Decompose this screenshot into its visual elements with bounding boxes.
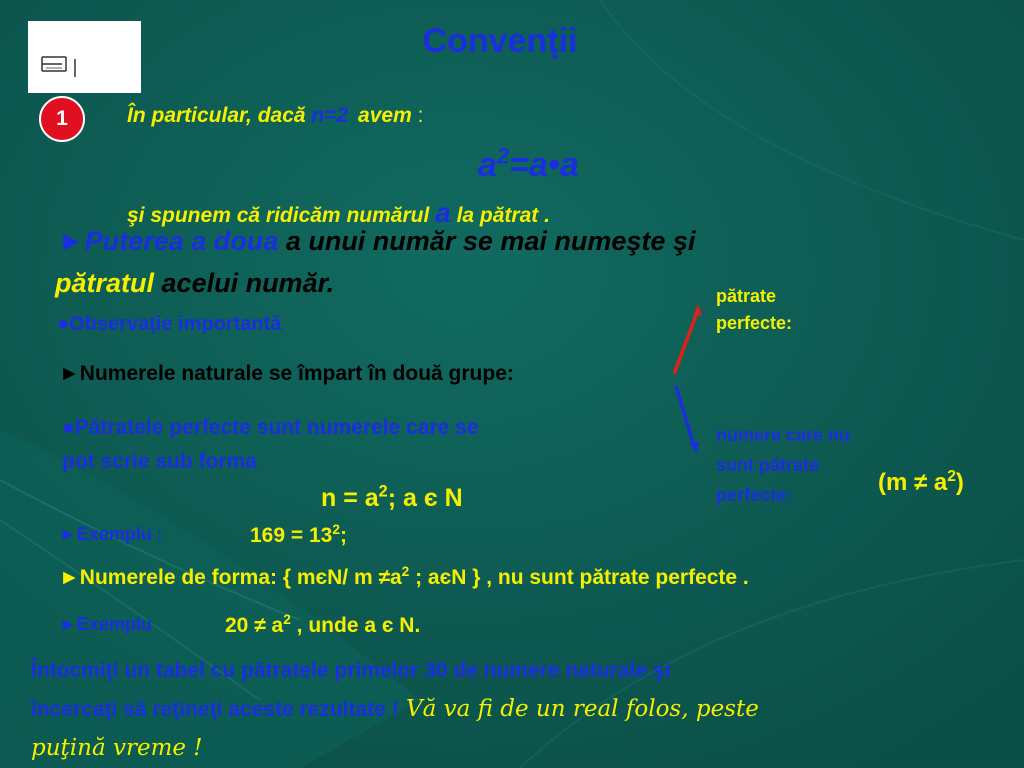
avem-text: avem (358, 104, 412, 127)
intocmiti-paragraph (31, 652, 759, 767)
red-arrowhead (694, 304, 702, 316)
numere-label-line3: perfecte: (716, 485, 793, 505)
exemplu1-b: ; (339, 524, 347, 547)
a-squared-formula (478, 143, 579, 185)
red-arrow (674, 310, 698, 374)
n-formula-exp: 2 (378, 482, 388, 501)
numere-label-line1: numere care nu (716, 425, 851, 445)
numere-nu-label (716, 420, 850, 510)
n-formula-b: ; a є N (387, 484, 463, 512)
exemplu2-b: , unde a є N. (290, 614, 421, 637)
patrate-label-line1: pătrate (716, 286, 777, 306)
m-neq-exp: 2 (947, 468, 956, 485)
patratul-term: pătratul (55, 268, 155, 298)
patratele-perfecte-def (62, 411, 479, 479)
exemplu2-a: 20 ≠ a (225, 614, 284, 637)
m-neq-text: (m ≠ a (878, 469, 948, 496)
ridicam-text: ridicăm numărul (265, 204, 430, 227)
a-letter: a (435, 197, 451, 228)
exemplu2-label: ►Exemplu (59, 614, 152, 634)
forma-b: ; aєN } , nu sunt pătrate perfecte . (409, 566, 749, 589)
exemplu2-value (225, 614, 420, 638)
forma-exp: 2 (401, 564, 410, 579)
exemplu1-label: ►Exemplu : (59, 524, 163, 544)
exemplu1-exp: 2 (332, 522, 340, 537)
def-line1: ●Pătratele perfecte sunt numerele care se (62, 416, 479, 439)
grouping-arrows (668, 300, 708, 460)
la-patrat-text: la pătrat . (456, 204, 550, 227)
patrate-label-line2: perfecte: (716, 313, 793, 333)
intocmiti-line1: Întocmiţi un tabel cu pătratele primelor 30 de numere naturale şi (31, 659, 671, 682)
patrate-perfecte-label (716, 283, 792, 337)
exemplu1-a: 169 = 13 (250, 524, 333, 547)
n-formula (321, 484, 463, 513)
forma-a: ►Numerele de forma: { mєN/ m ≠a (59, 566, 402, 589)
intocmiti-line2-wrap (31, 690, 759, 729)
def-line2: pot scrie sub forma (62, 450, 257, 473)
intocmiti-hand2: puţină vreme ! (31, 735, 203, 761)
exemplu2-exp: 2 (283, 612, 291, 627)
slide-title: Convenţii (422, 22, 578, 60)
formula-base: a (478, 146, 497, 184)
blue-arrow (676, 386, 694, 446)
m-not-equal (878, 469, 964, 497)
step-badge: 1 (39, 96, 85, 142)
puterea-line1 (58, 226, 695, 257)
intocmiti-line2: încercaţi să reţineţi aceste rezultate ! (31, 698, 399, 721)
arrow-marker: ► (58, 226, 85, 256)
m-neq-close: ) (955, 469, 964, 496)
n-formula-a: n = a (321, 484, 379, 512)
formula-rest: =a•a (509, 146, 579, 184)
puterea-rest2: acelui număr. (161, 268, 335, 298)
particular-line (127, 104, 423, 128)
blue-arrowhead (690, 442, 699, 454)
numere-label-line2: sunt pătrate (716, 455, 820, 475)
n-equals-2: n=2 (311, 104, 349, 127)
observatie-heading: ●Observaţie importantă (57, 313, 282, 335)
colon-text: : (417, 104, 424, 127)
logo (28, 21, 141, 93)
puterea-line2 (55, 268, 334, 299)
particular-text: În particular, dacă (127, 104, 306, 127)
puterea-term: Puterea a doua (84, 226, 279, 256)
intocmiti-hand1: Vă va fi de un real folos, peste (398, 696, 759, 722)
spunem-text: şi spunem că (127, 204, 261, 227)
numerele-grupe: ►Numerele naturale se împart în două grupe: (59, 362, 514, 385)
numerele-de-forma (59, 566, 749, 590)
logo-icon (28, 21, 141, 93)
exemplu1-value (250, 524, 347, 548)
formula-exponent: 2 (496, 143, 510, 169)
puterea-rest1: a unui număr se mai numeşte şi (285, 226, 696, 256)
spunem-line (127, 197, 550, 229)
